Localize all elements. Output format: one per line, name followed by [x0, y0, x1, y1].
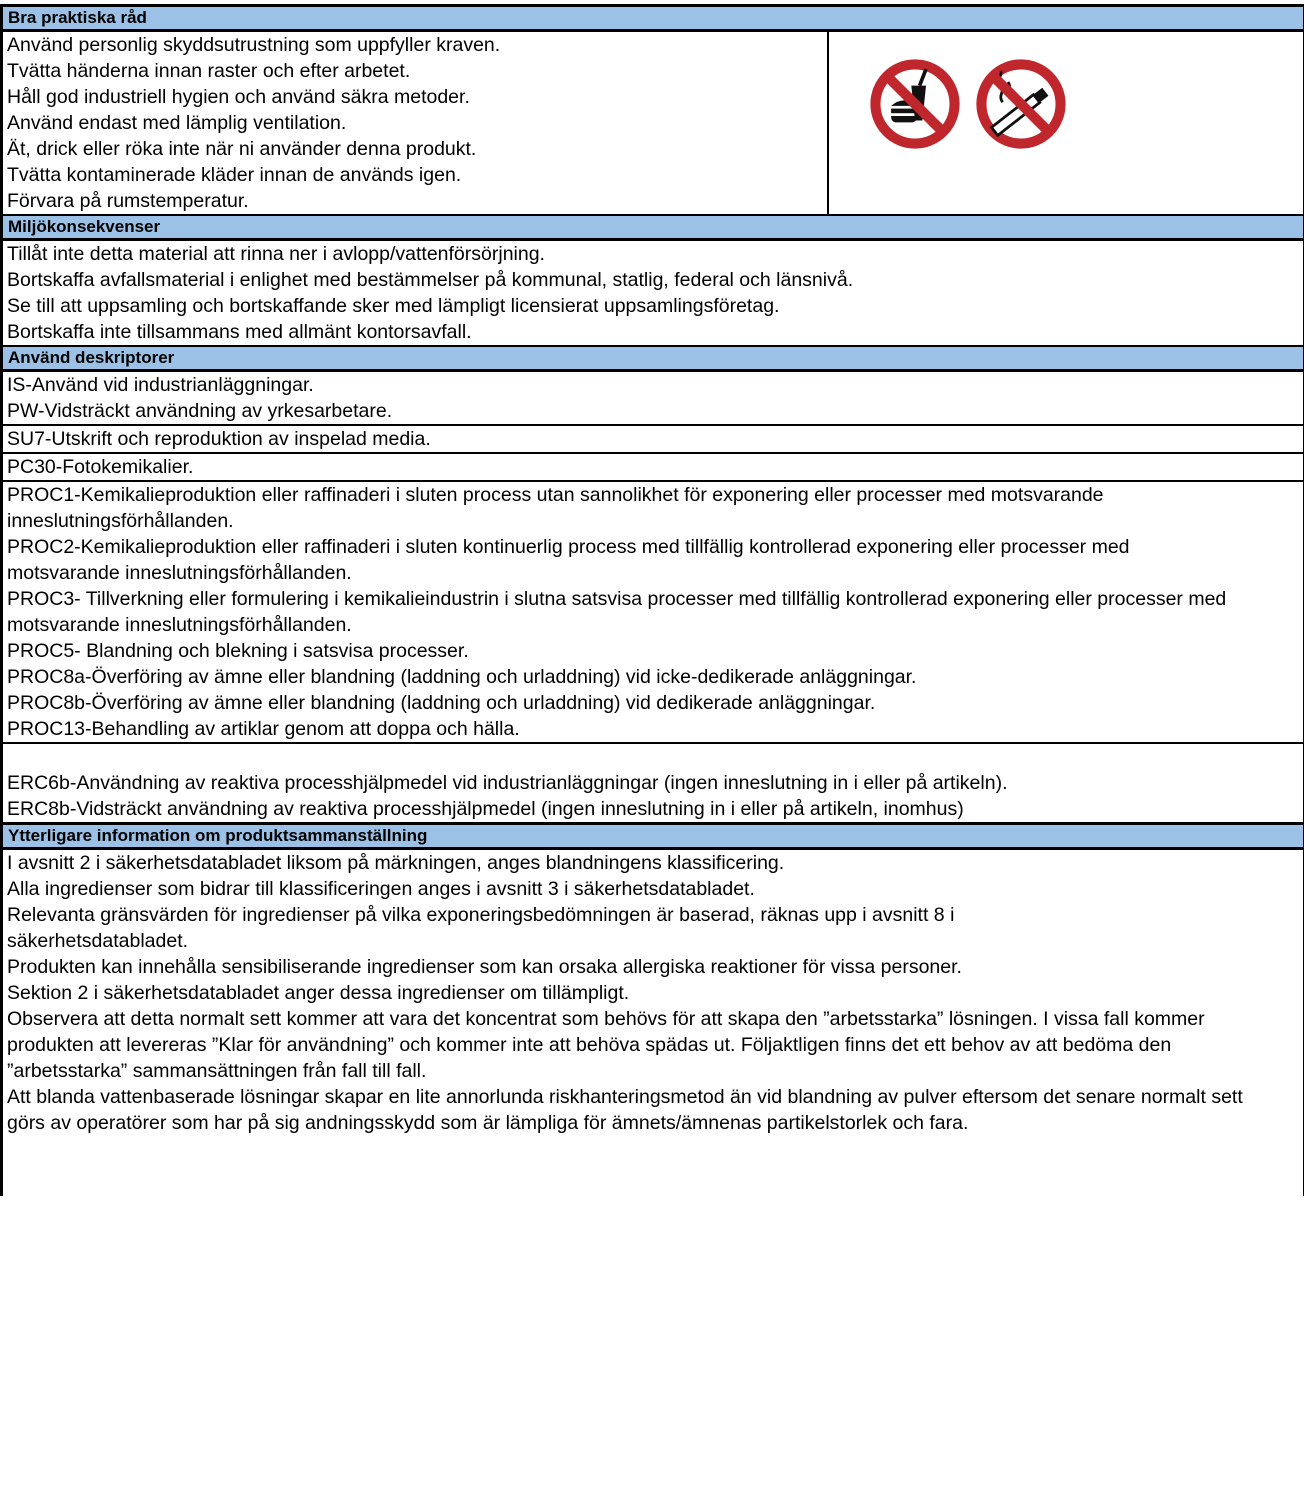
- descriptor-pc: PC30-Fotokemikalier.: [3, 454, 1303, 482]
- descriptors-is-pw: [3, 372, 1303, 426]
- proc-line: PROC1-Kemikalieproduktion eller raffinaderi i sluten process utan sannolikhet för exponering eller processer med motsvarande inneslutningsförhållanden.: [7, 484, 1104, 532]
- descriptor-su: SU7-Utskrift och reproduktion av inspelad media.: [3, 426, 1303, 454]
- descriptor-proc-list: [3, 482, 1303, 744]
- advice-line: Håll god industriell hygien och använd säkra metoder.: [7, 86, 470, 108]
- section-header-descriptors: Använd deskriptorer: [3, 347, 1303, 372]
- advice-line: Tvätta händerna innan raster och efter arbetet.: [7, 60, 411, 82]
- composition-line: Alla ingredienser som bidrar till klassificeringen anges i avsnitt 3 i säkerhetsdatabladet.: [7, 878, 755, 900]
- descriptor-line: IS-Använd vid industrianläggningar.: [7, 374, 314, 396]
- section-header-composition: Ytterligare information om produktsammanställning: [3, 822, 1303, 850]
- erc-line: ERC8b-Vidsträckt användning av reaktiva processhjälpmedel (ingen inneslutning in i eller på artikeln, inomhus): [7, 798, 964, 820]
- descriptor-erc-list: [3, 744, 1303, 822]
- pictogram-cell: [829, 32, 1303, 214]
- advice-line: Tvätta kontaminerade kläder innan de används igen.: [7, 164, 462, 186]
- no-smoking-icon: [975, 58, 1067, 150]
- document-sheet: [0, 4, 1304, 1196]
- proc-line: PROC3- Tillverkning eller formulering i kemikalieindustrin i slutna satsvisa processer med tillfällig kontrollerad exponering eller processer med motsvarande inneslutningsförhållanden.: [7, 588, 1227, 636]
- composition-line: Att blanda vattenbaserade lösningar skapar en lite annorlunda riskhanteringsmetod än vid blandning av pulver eftersom det senare normalt sett görs av operatörer som har på sig andningsskydd som är lämpliga för ämnets/ämnenas partikelstorlek och fara.: [7, 1086, 1243, 1134]
- proc-line: PROC5- Blandning och blekning i satsvisa processer.: [7, 640, 469, 662]
- environment-line: Tillåt inte detta material att rinna ner i avlopp/vattenförsörjning.: [7, 243, 545, 265]
- no-eating-drinking-icon: [869, 58, 961, 150]
- advice-line: Använd endast med lämplig ventilation.: [7, 112, 347, 134]
- advice-line: Använd personlig skyddsutrustning som uppfyller kraven.: [7, 34, 501, 56]
- proc-line: PROC13-Behandling av artiklar genom att doppa och hälla.: [7, 718, 520, 740]
- proc-line: PROC8a-Överföring av ämne eller blandning (laddning och urladdning) vid icke-dedikerade anläggningar.: [7, 666, 917, 688]
- descriptor-line: PW-Vidsträckt användning av yrkesarbetare.: [7, 400, 393, 422]
- environment-line: Bortskaffa avfallsmaterial i enlighet med bestämmelser på kommunal, statlig, federal och länsnivå.: [7, 269, 854, 291]
- spacer: [3, 744, 1303, 770]
- advice-line: Förvara på rumstemperatur.: [7, 190, 249, 212]
- section-header-advice: Bra praktiska råd: [3, 4, 1303, 32]
- composition-line: Relevanta gränsvärden för ingredienser på vilka exponeringsbedömningen är baserad, räknas upp i avsnitt 8 i säkerhetsdatabladet.: [7, 904, 955, 952]
- composition-line: Observera att detta normalt sett kommer att vara det koncentrat som behövs för att skapa den ”arbetsstarka” lösningen. I vissa fall kommer produkten att levereras ”Klar för användning” och kommer inte att behöva spädas ut. Följaktligen finns det ett behov av att bedöma den ”arbetsstarka” sammansättningen från fall till fall.: [7, 1008, 1205, 1082]
- composition-list: [3, 850, 1303, 1196]
- composition-line: I avsnitt 2 i säkerhetsdatabladet liksom på märkningen, anges blandningens klassificering.: [7, 852, 785, 874]
- composition-line: Produkten kan innehålla sensibiliserande ingredienser som kan orsaka allergiska reaktioner för vissa personer.: [7, 956, 962, 978]
- composition-line: Sektion 2 i säkerhetsdatabladet anger dessa ingredienser om tillämpligt.: [7, 982, 630, 1004]
- proc-line: PROC2-Kemikalieproduktion eller raffinaderi i sluten kontinuerlig process med tillfällig kontrollerad exponering eller processer med motsvarande inneslutningsförhållanden.: [7, 536, 1130, 584]
- spacer: [3, 1136, 1303, 1196]
- advice-list: [3, 32, 829, 214]
- advice-line: Ät, drick eller röka inte när ni använder denna produkt.: [7, 138, 477, 160]
- advice-row: [3, 32, 1303, 216]
- environment-line: Bortskaffa inte tillsammans med allmänt kontorsavfall.: [7, 321, 472, 343]
- section-header-environment: Miljökonsekvenser: [3, 216, 1303, 241]
- pictograms: [869, 58, 1067, 150]
- environment-line: Se till att uppsamling och bortskaffande sker med lämpligt licensierat uppsamlingsföretag.: [7, 295, 780, 317]
- proc-line: PROC8b-Överföring av ämne eller blandning (laddning och urladdning) vid dedikerade anläggningar.: [7, 692, 876, 714]
- environment-list: [3, 241, 1303, 347]
- erc-line: ERC6b-Användning av reaktiva processhjälpmedel vid industrianläggningar (ingen inneslutning in i eller på artikeln).: [7, 772, 1008, 794]
